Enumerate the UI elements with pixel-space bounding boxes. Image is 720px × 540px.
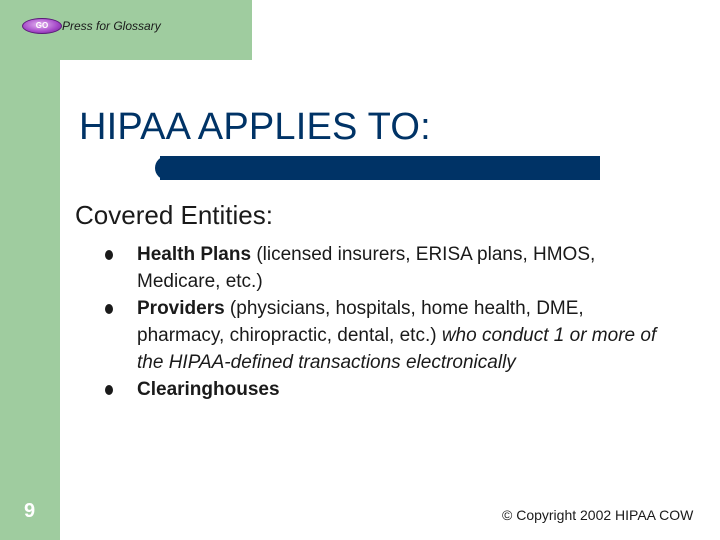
bullet-text: (licensed insurers, ERISA plans, HMOS, Medicare, etc.): [137, 244, 596, 292]
page-number: 9: [24, 500, 36, 522]
title-underline-bar: [160, 156, 600, 180]
left-green-band: [0, 0, 60, 540]
bullet-dot-icon: [105, 250, 113, 260]
bullet-bold-term: Providers: [137, 298, 225, 319]
slide-title: HIPAA APPLIES TO:: [79, 106, 431, 148]
bullet-providers: [137, 295, 657, 376]
bullet-list: [137, 241, 657, 403]
bullet-clearinghouses: [137, 376, 657, 403]
section-heading: Covered Entities:: [75, 200, 273, 230]
glossary-button[interactable]: GO: [22, 18, 62, 34]
bullet-health-plans: [137, 241, 657, 295]
glossary-label: Press for Glossary: [62, 19, 161, 33]
bullet-bold-term: Health Plans: [137, 244, 252, 265]
bullet-italic-text: who conduct 1 or more of the HIPAA-defined transactions electronically: [137, 325, 657, 373]
bullet-dot-icon: [105, 385, 113, 395]
bullet-dot-icon: [105, 304, 113, 314]
copyright-notice: © Copyright 2002 HIPAA COW: [502, 507, 694, 523]
bullet-text: (physicians, hospitals, home health, DME, pharmacy, chiropractic, dental, etc.): [137, 298, 584, 346]
bullet-bold-term: Clearinghouses: [137, 379, 280, 400]
